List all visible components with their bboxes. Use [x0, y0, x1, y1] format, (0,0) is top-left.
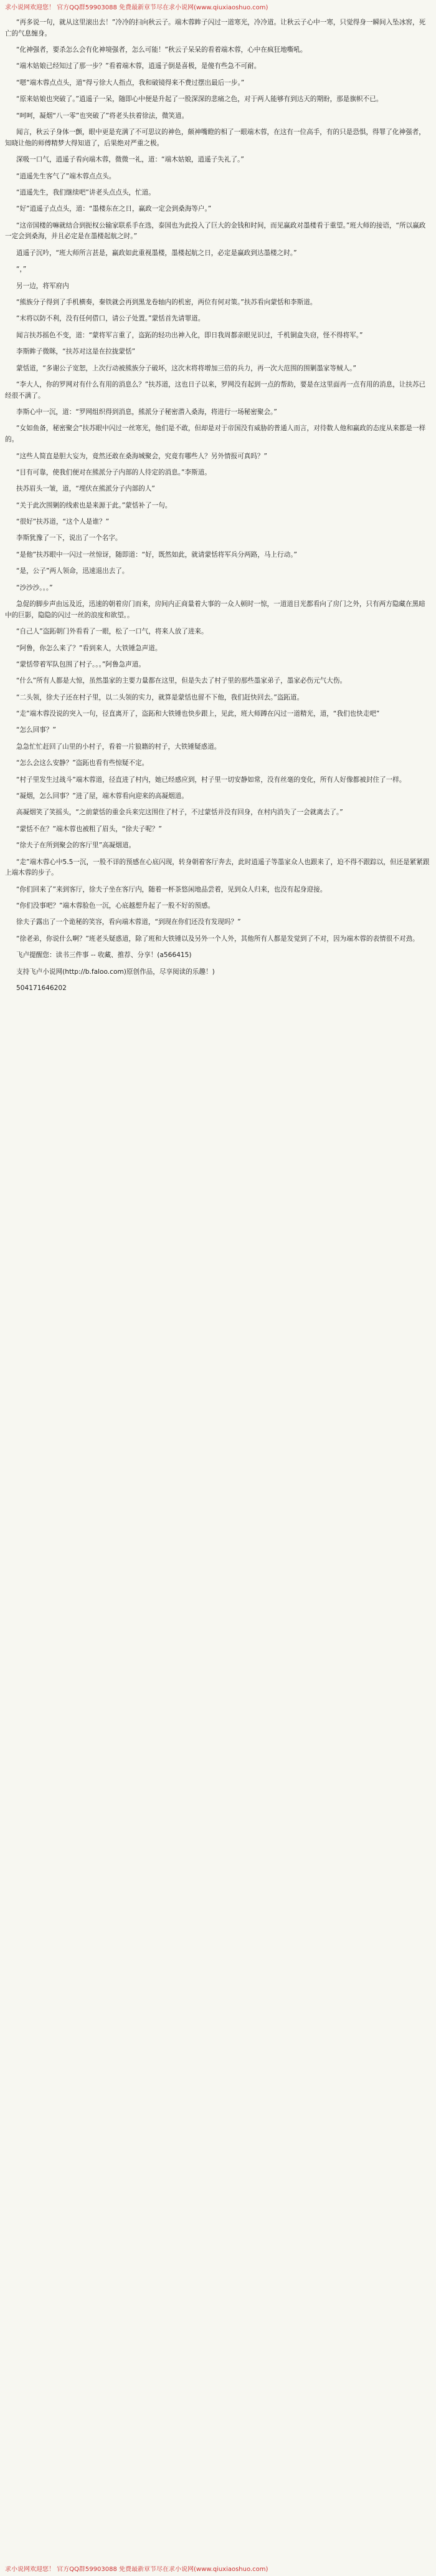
paragraph: 李斯眸子微眯，“扶苏对这是在拉拢蒙恬” [16, 348, 136, 356]
paragraph: “怎么回事？” [16, 726, 56, 734]
paragraph: 闻言扶苏摇色不变，道：“蒙将军言重了，盗跖的轻功出神入化，即日我周都亲眼见识过，千机铜盒失窃，怪不得将军。” [16, 331, 363, 339]
paragraph: “化神强者，要杀怎么会有化神境强者，怎么可能！”秋云子呆呆的看着端木蓉，心中在疯狂地嘶吼。 [16, 46, 307, 54]
paragraph: “你们没事吧？”端木蓉脸色一沉，心底越想升起了一股不好的预感。 [16, 902, 215, 910]
paragraph: “蒙恬不在？”端木蓉也被粗了眉头，“徐夫子呢？” [16, 825, 162, 833]
paragraph: “熊族分子得到了手机横奏，秦铁就会再到黑龙卷轴内的机密，两位有何对策。”扶苏看向蒙恬和李斯道。 [16, 298, 317, 306]
paragraph: “这帝国楼的嘛就结合到扼权公输家联系手在选，泰国也为此投入了巨大的金钱和时间，而见赢政对墨楼看于重望。”班大师的接语，“所以赢政一定会到桑海，并且必定是在墨楼起航之时。” [5, 221, 426, 241]
paragraph: “末将以防不利，没有任何借口，请公子处置。”蒙恬首先请罪道。 [16, 315, 205, 323]
paragraph: 飞卢提醒您：读书三件事 -- 收藏、推荐、分享！(a566415) [16, 951, 192, 959]
paragraph: 深吸一口气，逍遥子看向端木蓉，微微一礼，道：“端木姑娘，逍遥子失礼了。” [16, 156, 244, 164]
paragraph: 逍遥子沉吟，“班大师所言甚是，赢政如此重视墨楼，墨楼起航之日，必定是赢政到达墨楼之时。” [16, 249, 297, 257]
paragraph: 徐夫子露出了一个诡秘的笑容，看向端木蓉道，“到现在你们还没有发现吗？” [16, 918, 241, 926]
paragraph: “端木姑娘已经知过了那一步？”看着端木蓉，逍遥子倒是喜极，是傻有些急不可耐。 [16, 62, 261, 70]
paragraph: 支持飞卢小说网(http://b.faloo.com)原创作品，尽享阅读的乐趣！) [16, 968, 215, 976]
paragraph: “李大人，你的罗网对有什么有用的消息么？”扶苏道，这也日子以来，罗网没有起到一点的帮助，要是在这里面再一点有用的消息，让扶苏已经很不满了。 [5, 380, 426, 400]
paragraph: “凝烟，怎么回事？”进了屋，端木蓉看向迎来的高凝烟道。 [16, 792, 188, 800]
site-header-banner: 求小说网欢迎您！ 官方QQ群59903088 免费最新章节尽在求小说网(www.qiuxiaoshuo.com) [5, 4, 268, 11]
paragraph: “走”端木蓉心中5.5一沉，一股不详的预感在心底闪现，转身朝着客厅奔去，此时逍遥子等墨家众人也跟来了，迫不得不跟踪以，但还是紧紧跟上端木蓉的步子。 [5, 858, 430, 877]
paragraph: “你们回来了”来到客厅，徐夫子坐在客厅内，随着一杯茶悠闲地品尝着，见到众人归来，也没有起身迎接。 [16, 885, 327, 893]
paragraph: “阿鲁，你怎么来了？”看到来人，大铁锤急声道。 [16, 644, 162, 652]
paragraph: 李斯心中一沉，道：“罗网组织得到消息，熊派分子秘密潜入桑海，将进行一场秘密聚会。” [16, 408, 277, 416]
paragraph: “，” [16, 266, 27, 274]
paragraph: “很好”扶苏道，“这个人是谁？” [16, 518, 110, 526]
paragraph: “呵呵，凝烟“八一零”也突破了”将老头扶着徐法，微笑道。 [16, 112, 189, 120]
paragraph: “逍遥先生，我们继续吧”讲老头点点头，忙道。 [16, 188, 155, 196]
paragraph: 504171646202 [16, 984, 67, 992]
paragraph: “嗯”端木蓉点点头，道“得亏徐大人指点，我和破镜得来不费过摆出最后一步。” [16, 79, 245, 87]
paragraph: 闻言，秋云子身体一颤，眼中更是充满了不可思议的神色，颇神嘴瞪的相了一眼端木蓉，在这有一位高手，有的只是恐惧，得罪了化神强者，知晓让他的师傅精梦大得知道了，后果绝对严重之极。 [5, 128, 425, 147]
paragraph: “好”逍遥子点点头，道：“墨楼东在之日，赢政一定会到桑海等户。” [16, 205, 212, 213]
paragraph: “什么”所有人都是大惊，虽然墨家的主要力量都在这里，但是失去了村子里的那些墨家弟子，墨家必伤元气大伤。 [16, 677, 347, 685]
site-footer-banner: 求小说网欢迎您！ 官方QQ群59903088 免费最新章节尽在求小说网(www.qiuxiaoshuo.com) [5, 2566, 268, 2573]
paragraph: “逍遥先生客气了”端木蓉点点头。 [16, 172, 116, 180]
paragraph: 另一边，将军府内 [16, 282, 69, 290]
paragraph: “怎么会这么安静？”盗跖也看有些惊疑不定。 [16, 759, 149, 767]
paragraph: “徐夫子在所到聚会的客厅里”高凝烟道。 [16, 842, 136, 850]
paragraph: “蒙恬带着军队包围了村子。。。”阿鲁急声道。 [16, 660, 145, 668]
paragraph: “村子里发生过战斗”端木蓉道，径直进了村内，她已经感应到，村子里一切安静如常，没有丝毫的变化，所有人好像都被封住了一样。 [16, 776, 406, 784]
paragraph: “女如鱼备，秘密聚会”扶苏眼中闪过一丝寒光，他们是不敢，但却是对于帝国没有威胁的普通人而言，对待数人他和赢政的态度从来都是一样的。 [5, 425, 426, 444]
paragraph: “原来姑娘也突破了。”逍遥子一呆，随即心中便是升起了一股深深的悲痛之色，对于两人能够有到达天的期盼，那是旗帜不已。 [16, 95, 383, 103]
paragraph: “是他”扶苏眼中一闪过一丝惊讶，随即道：“好，既然如此，就请蒙恬将军兵分两路，马上行动。” [16, 550, 297, 559]
paragraph: “自己人”盗跖朝门外看看了一眼，松了一口气，将来人放了进来。 [16, 628, 208, 636]
paragraph: 高凝烟笑了笑摇头，“之前蒙恬的重金兵来完这围住了村子，不过蒙恬并没有回身，在村内消失了一会就离去了。” [16, 809, 343, 817]
chapter-content [5, 17, 431, 2560]
paragraph: 扶苏眉头一皱，道，“埋伏在熊派分子内部的人” [16, 485, 155, 493]
paragraph: “沙沙沙。。。” [16, 584, 53, 592]
paragraph: 急促的脚步声由远及近，迅速的朝着房门而来，房间内正商量着大事的一众人顿时一惊，一道道目光都看向了房门之外，只有两方隐藏在黑暗中的巨影，隐隐的闪过一丝的浪度和欲望。。 [5, 600, 425, 619]
paragraph: “这些人简直是胆大妄为，竟然还敢在桑海城聚会，究竟有哪些人？另外情报可真吗？” [16, 452, 267, 460]
paragraph: 李斯犹豫了一下，说出了一个名字。 [16, 534, 122, 542]
paragraph: 蒙恬道，“多谢公子宽恕，上次行动被熊族分子破坏，这次末将将增加三倍的兵力，再一次大范围的围剿墨家等贼人。” [16, 364, 356, 372]
paragraph: “走”端木蓉没说的突入一句，径直离开了，盗跖和大铁锤也快步跟上，见此，班大师蹲在闪过一道精光，道，“我们也快走吧” [16, 710, 380, 718]
paragraph: “关于此次围剿的线索也是来源于此。”蒙恬补了一句。 [16, 501, 172, 509]
paragraph: “是，公子”两人领命，迅速退出去了。 [16, 567, 129, 575]
paragraph: “目有可靠，使我们便对在熊派分子内部的人待定的消息。”李斯道。 [16, 468, 211, 476]
paragraph: 急急忙忙赶回了山里的小村子，看着一片狼籍的村子，大铁锤疑惑道。 [16, 743, 221, 751]
paragraph: “徐老弟，你说什么啊？”班老头疑惑道，除了班和大铁锤以及另外一个人外，其他所有人都是发觉到了不对，因为端木蓉的表情很不对劲。 [16, 935, 419, 943]
paragraph: “二头领，徐夫子还在村子里，以二头领的实力，就算是蒙恬也留不下他，我们赶快回去。”盗跖道。 [16, 693, 304, 701]
paragraph: “再多说一句，就从这里滚出去！”冷冷的扫向秋云子。端木蓉眸子闪过一道寒光，冷冷道。让秋云子心中一寒，只觉得身一瞬间入坠冰窖，死亡的气息缠身。 [5, 19, 426, 37]
